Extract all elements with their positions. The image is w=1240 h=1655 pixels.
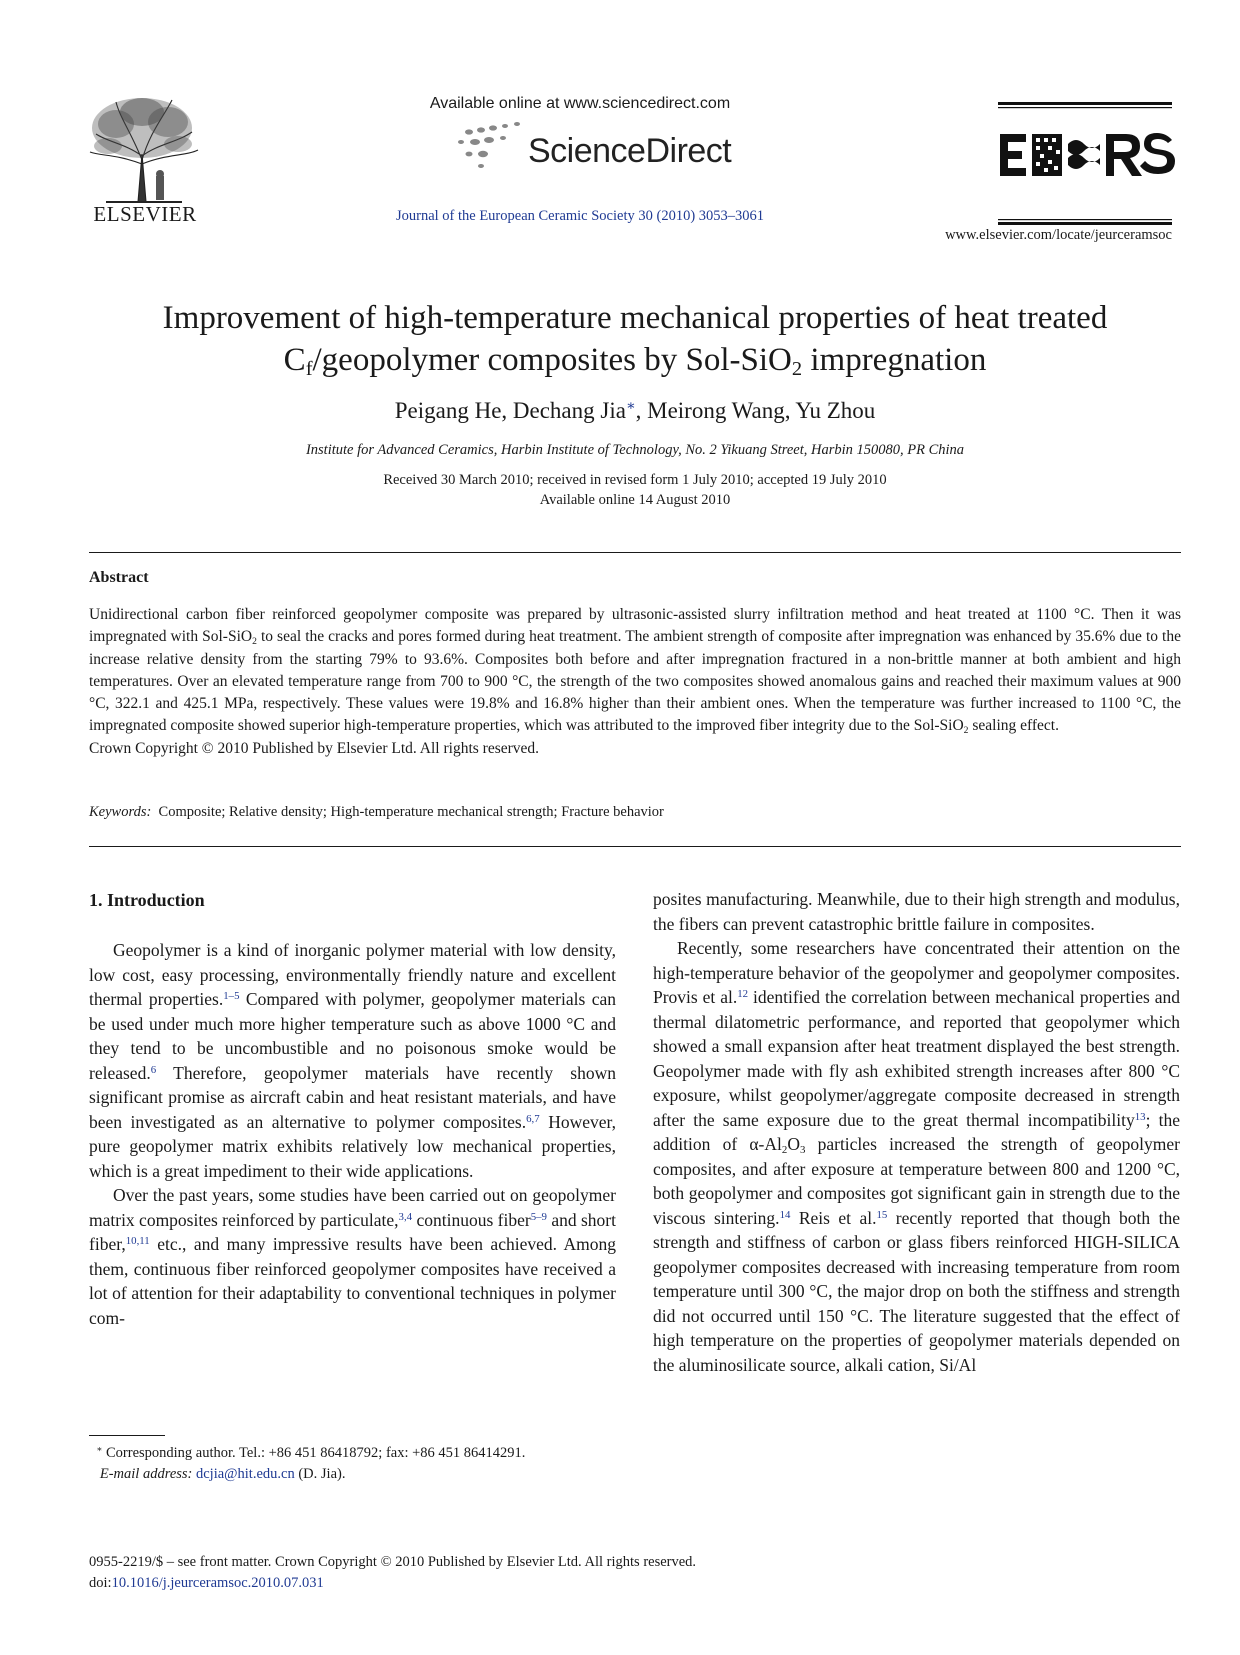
ecers-logo — [1000, 130, 1176, 180]
email-link[interactable]: dcjia@hit.edu.cn — [196, 1466, 295, 1482]
journal-logo-rule-top — [998, 97, 1172, 105]
article-title — [90, 297, 1180, 381]
paragraph: Recently, some researchers have concentrated their attention on the high-temperature behavior of the geopolymer and geopolymer composites. Provis et al.$^{12}$ identified the correlation between mechanical properties and thermal dilatometric performance, and reported that geopolymer which showed a small expansion after heat treatment displayed the best strength. Geopolymer made with fly ash exhibited strength increases after 800 °C exposure, whilst geopolymer/aggregate composite decreased in strength after the same exposure due to the great thermal incompatibility$^{13}$; the addition of $\alpha-Al_2O_3$ particles increased the strength of geopolymer composites, and after exposure at temperature between 800 and 1200 °C, both geopolymer and composites got significant gain in strength due to the viscous sintering.$^{14}$ Reis et al.$^{15}$ recently reported that though both the strength and stiffness of carbon or glass fibers reinforced HIGH-SILICA geopolymer composites decreased with increasing temperature from room temperature until 300 °C, the major drop on both the stiffness and strength did not occurred until 150 °C. The literature suggested that the effect of high temperature on the properties of geopolymer materials depended on the aluminosilicate source, alkali cation, Si/Al — [653, 938, 1180, 1375]
title-line-2: $C_f$/geopolymer composites by Sol-SiO$_2$ impregnation — [283, 342, 987, 381]
sciencedirect-logo-text: ScienceDirect — [528, 132, 732, 170]
paragraph: posites manufacturing. Meanwhile, due to their high strength and modulus, the fibers can prevent catastrophic brittle failure in composites. — [653, 889, 1180, 934]
front-matter-info: 0955-2219/$ – see front matter. Crown Copyright © 2010 Published by Elsevier Ltd. All rights reserved. doi:10.1016/j.jeurceramsoc.2010.07.031 — [89, 1554, 697, 1591]
title-line-1: Improvement of high-temperature mechanical properties of heat treated — [162, 300, 1108, 336]
abstract-copyright: Crown Copyright © 2010 Published by Elsevier Ltd. All rights reserved. — [89, 739, 540, 757]
body-column-right — [653, 887, 1180, 1377]
abstract-heading: Abstract — [89, 569, 149, 586]
footnote: ∗ Corresponding author. Tel.: +86 451 86418792; fax: +86 451 86414291. E-mail address: dcjia@hit.edu.cn (D. Jia). — [96, 1444, 526, 1482]
paragraph: Over the past years, some studies have been carried out on geopolymer matrix composites reinforced by particulate,$^{3,4}$ continuous fiber$^{5-9}$ and short fiber,$^{10,11}$ etc., and many impressive results have been achieved. Among them, continuous fiber reinforced geopolymer composites have received a lot of attention for their adaptability to conventional techniques in polymer com- — [89, 1185, 616, 1328]
divider — [89, 552, 1181, 553]
footnote-divider — [89, 1435, 165, 1436]
journal-url: www.elsevier.com/locate/jeurceramsoc — [945, 227, 1172, 243]
received-dates: Received 30 March 2010; received in revised form 1 July 2010; accepted 19 July 2010 Available online 14 August 2010 — [383, 472, 887, 508]
available-online-text: Available online at www.sciencedirect.com — [429, 95, 731, 112]
body-column-left — [89, 938, 616, 1330]
divider — [89, 846, 1181, 847]
keywords: Keywords: Composite; Relative density; High-temperature mechanical strength; Fracture behavior — [89, 804, 664, 820]
section-heading-introduction: 1. Introduction — [89, 890, 205, 910]
affiliation: Institute for Advanced Ceramics, Harbin Institute of Technology, No. 2 Yikuang Street, Harbin 150080, PR China — [305, 442, 965, 458]
publisher-name: ELSEVIER — [93, 202, 197, 226]
corresponding-author-mark[interactable]: ∗ — [625, 398, 636, 415]
journal-logo-rule-bottom — [998, 214, 1172, 222]
authors: Peigang He, Dechang Jia∗, Meirong Wang, Yu Zhou — [394, 398, 876, 423]
paragraph: Geopolymer is a kind of inorganic polymer material with low density, low cost, easy processing, environmentally friendly nature and excellent thermal properties.$^{1-5}$ Compared with polymer, geopolymer materials can be used under much more higher temperature such as above 1000 °C and they tend to be uncombustible and no poisonous smoke would be released.$^6$ Therefore, geopolymer materials have recently shown significant promise as aircraft cabin and heat resistant materials, and have been investigated as an alternative to polymer composites.$^{6,7}$ However, pure geopolymer matrix exhibits relatively low mechanical properties, which is a great impediment to their wide applications. — [89, 940, 617, 1181]
doi-link[interactable]: 10.1016/j.jeurceramsoc.2010.07.031 — [111, 1574, 324, 1591]
abstract-text: Unidirectional carbon fiber reinforced geopolymer composite was prepared by ultrasonic-assisted slurry infiltration method and heat treated at 1100 °C. Then it was impregnated with Sol-SiO$_2$ to seal the cracks and pores formed during heat treatment. The ambient strength of composite after impregnation was enhanced by 35.6% due to the increase relative density from the starting 79% to 93.6%. Composites both before and after impregnation fractured in a non-brittle manner at both ambient and high temperatures. Over an elevated temperature range from 700 to 900 °C, the strength of the two composites showed anomalous gains and reached their maximum values at 900 °C, 322.1 and 425.1 MPa, respectively. These values were 19.8% and 16.8% higher than their ambient ones. When the temperature was further increased to 1100 °C, the impregnated composite showed superior high-temperature properties, which was attributed to the improved fiber integrity due to the Sol-SiO$_2$ sealing effect. Crown Copyright © 2010 Published by Elsevier Ltd. All rights reserved. — [89, 604, 1181, 760]
journal-reference-link[interactable]: Journal of the European Ceramic Society 30 (2010) 3053–3061 — [395, 208, 765, 224]
